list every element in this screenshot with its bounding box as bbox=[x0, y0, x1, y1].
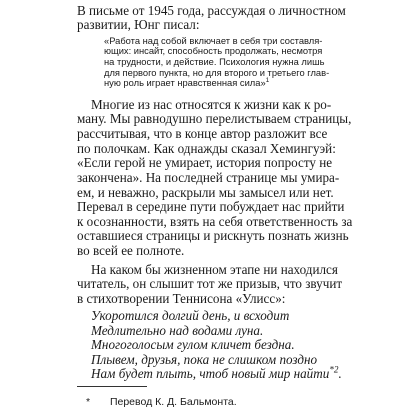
paragraph-line: в стихотворении Теннисона «Улисс»: bbox=[77, 290, 286, 306]
paragraph-line: закончена». На последней странице мы умира- bbox=[77, 169, 340, 185]
poem-end: . bbox=[338, 366, 342, 382]
quote-line: ющих: инсайт, способность продолжать, несмотря bbox=[104, 46, 323, 57]
paragraph-line: во всей ее полноте. bbox=[77, 242, 185, 258]
footnote-divider bbox=[77, 386, 147, 387]
paragraph-line: На каком бы жизненном этапе ни находился bbox=[91, 261, 338, 277]
paragraph-line: ем, и неважно, раскрыли мы замысел или нет. bbox=[77, 184, 334, 200]
poem-text: Медлительно над водами луна. bbox=[91, 322, 264, 338]
paragraph-line: Многие из нас относятся к жизни как к ро- bbox=[91, 96, 332, 112]
quote-line: для первого пункта, но для второго и третьего глав- bbox=[104, 67, 330, 78]
poem-line-last bbox=[91, 365, 342, 383]
paragraph-line: рассчитывая, что в конце автор разложит все bbox=[77, 126, 328, 142]
paragraph-line: «Если герой не умирает, история попросту не bbox=[77, 155, 333, 171]
poem-text: Нам будет плыть, чтоб новый мир найти bbox=[91, 366, 330, 382]
poem-text: Многоголосым гулом кличет бездна. bbox=[91, 337, 295, 353]
paragraph-line: ману. Мы равнодушно перелистываем страницы, bbox=[77, 111, 352, 127]
footnote-ref-1: 1 bbox=[265, 77, 270, 85]
quote-line: на трудности, и действие. Психология нужна лишь bbox=[104, 57, 325, 68]
quote-text: ную роль играет нравственная сила» bbox=[104, 78, 266, 89]
paragraph-line: оставшиеся страницы и рискнуть познать жизнь bbox=[77, 228, 349, 244]
quote-line-last bbox=[104, 77, 269, 90]
text-line: В письме от 1945 года, рассуждая о личностном bbox=[77, 2, 346, 18]
poem-text: Укоротился долгий день, и всходит bbox=[91, 307, 290, 323]
paragraph-line: к осознанности, взять на себя ответственность за bbox=[77, 213, 353, 229]
poem-text: Плывем, друзья, пока не слишком поздно bbox=[91, 351, 318, 367]
paragraph-line: Перевал в середине пути побуждает нас прийти bbox=[77, 199, 345, 215]
footnote-marker: * bbox=[86, 396, 91, 408]
footnote-ref-2: *2 bbox=[329, 365, 339, 375]
quote-line: «Работа над собой включает в себя три составля- bbox=[104, 35, 323, 46]
paragraph-line: читатель, он слышит тот же призыв, что звучит bbox=[77, 276, 343, 292]
footnote-text: Перевод К. Д. Бальмонта. bbox=[109, 396, 237, 408]
text-line: развитии, Юнг писал: bbox=[77, 17, 200, 33]
paragraph-line: по полочкам. Как однажды сказал Хемингуэй: bbox=[77, 140, 336, 156]
footnote bbox=[86, 396, 237, 409]
